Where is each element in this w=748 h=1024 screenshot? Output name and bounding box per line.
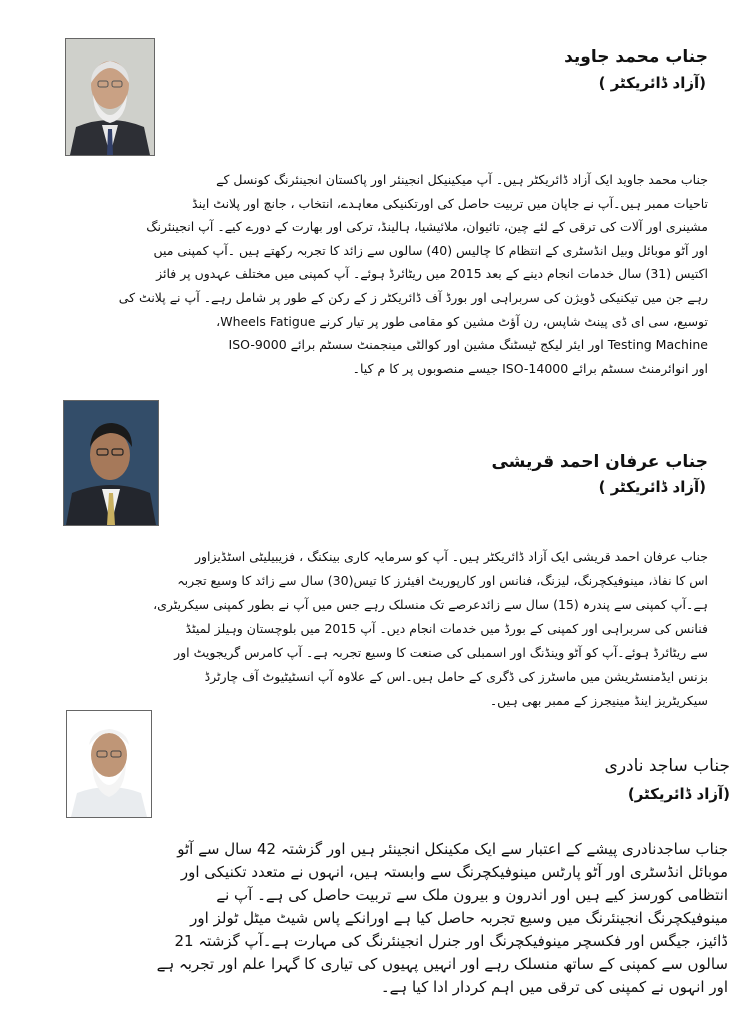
bio-line: مشینری اور آلات کی ترقی کے لئے چین، تائیوان، ملائیشیا، ہالینڈ، ترکی اور بھارت کے دورے کیے۔ آپ انجینئرنگ (146, 219, 708, 235)
director-bio (80, 545, 708, 713)
bio-line: اس کا نفاذ، مینوفیکچرنگ، لیزنگ، فنانس اور کارپوریٹ افیئرز کا تیس(30) سال سے زائد کا وسیع تجربہ (177, 573, 708, 588)
director-photo-javed (65, 38, 155, 156)
bio-line: اور انہوں نے کمپنی کی ترقی میں اہم کردار ادا کیا ہے۔ (380, 978, 728, 996)
director-name: جناب عرفان احمد قریشی (491, 452, 708, 472)
bio-line: تاحیات ممبر ہیں۔آپ نے جاپان میں تربیت حاصل کی اورتکنیکی معاہدے، انتخاب ، جانچ اور پلانٹ اینڈ (192, 195, 708, 211)
bio-line: انتظامی کورسز کیے ہیں اور اندرون و بیرون ملک سے تربیت حاصل کی ہے۔ آپ نے (216, 886, 728, 904)
director-name: جناب ساجد نادری (604, 756, 730, 776)
bio-line: رہے جن میں تیکنیکی ڈویژن کی سربراہی اور بورڈ آف ڈائریکٹر ز کے رکن کے طور پر شامل رہے۔ آپ نے پلانٹ کی (118, 289, 708, 305)
bio-line: جناب عرفان احمد قریشی ایک آزاد ڈائریکٹر ہیں۔ آپ کو سرمایہ کاری بینکنگ ، فزیبیلیٹی اسٹڈیزاور (194, 549, 708, 564)
bio-line: سے ریٹائرڈ ہوئے۔آپ کو آٹو وینڈنگ اور اسمبلی کی صنعت کا وسیع تجربہ ہے۔ آپ کامرس گریجویٹ اور (174, 645, 708, 660)
bio-line: اکتیس (31) سال خدمات انجام دینے کے بعد 2015 میں ریٹائرڈ ہوئے۔ آپ کمپنی میں مختلف عہدوں پر فائز (156, 266, 708, 282)
bio-line: سالوں سے کمپنی کے ساتھ منسلک رہے اور انہیں پہیوں کی تیاری کا گہرا علم اور تجربہ ہے (156, 955, 728, 973)
bio-line: جناب ساجدنادری پیشے کے اعتبار سے ایک مکینکل انجینئر ہیں اور گزشتہ 42 سال سے آٹو (177, 840, 728, 858)
director-bio (100, 838, 728, 999)
director-photo-irfan (63, 400, 159, 526)
bio-line: موبائل انڈسٹری اور آٹو پارٹس مینوفیکچرنگ سے وابستہ ہیں، انہوں نے متعدد تکنیکی اور (180, 863, 728, 881)
bio-line: مینوفیکچرنگ انجینئرنگ میں وسیع تجربہ حاصل کیا ہے اورانکے پاس شیٹ میٹل ٹولز اور (190, 909, 728, 927)
bio-line: سیکریٹریز اینڈ مینیجرز کے ممبر بھی ہیں۔ (489, 693, 708, 708)
bio-line: توسیع، سی ای ڈی پینٹ شاپس، رن آؤٹ مشین کو مقامی طور پر تیار کرنے Wheels Fatigue، (216, 313, 708, 329)
bio-line: اور آٹو موبائل وبیل انڈسٹری کے انتظام کا چالیس (40) سالوں سے زائد کا تجربہ رکھتے ہیں ۔آپ کمپنی میں (153, 242, 708, 258)
bio-line: اور انوائرمنٹ سسٹم برائے ISO-14000 جیسے منصوبوں پر کا م کیا۔ (352, 360, 708, 376)
bio-line: بزنس ایڈمنسٹریشن میں ماسٹرز کی ڈگری کے حامل ہیں۔اس کے علاوہ آپ انسٹیٹیوٹ آف چارٹرڈ (204, 669, 708, 684)
director-role: (آزاد ڈائریکٹر ) (598, 74, 706, 92)
director-photo-sajid (66, 710, 152, 818)
bio-line: ڈائیز، جیگس اور فکسچر مینوفیکچرنگ اور جنرل انجینئرنگ کی مہارت ہے۔آپ گزشتہ 21 (174, 932, 728, 950)
director-role: (آزاد ڈائریکٹر ) (598, 478, 706, 496)
bio-line: فنانس کی سربراہی اور کمپنی کے بورڈ میں خدمات انجام دیں۔ آپ 2015 میں بلوچستان وہیلز لمیٹڈ (185, 621, 708, 636)
bio-line: جناب محمد جاوید ایک آزاد ڈائریکٹر ہیں۔ آپ میکینیکل انجینئر اور پاکستان انجینئرنگ کونسل کے (216, 172, 708, 187)
bio-line: ہے۔آپ کمپنی سے پندرہ (15) سال سے زائدعرصے تک منسلک رہے جس میں آپ نے بطور کمپنی سیکریٹری، (153, 597, 708, 612)
director-name: جناب محمد جاوید (564, 47, 708, 67)
director-role: (آزاد ڈائریکٹر) (627, 785, 730, 803)
director-bio (86, 168, 708, 380)
bio-line: Testing Machine اور ایئر لیکج ٹیسٹنگ مشین اور کوالٹی مینجمنٹ سسٹم برائے ISO-9000 (228, 337, 708, 353)
